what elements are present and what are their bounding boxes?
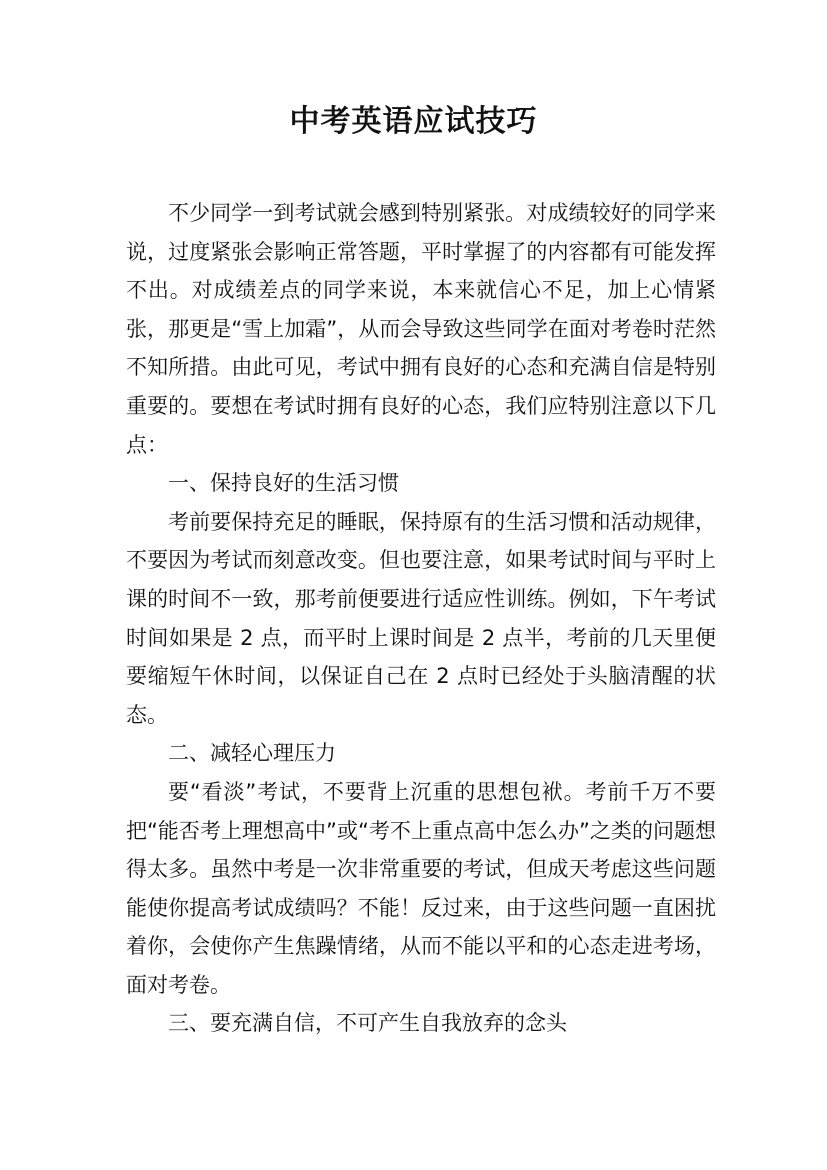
intro-paragraph: 不少同学一到考试就会感到特别紧张。对成绩较好的同学来说，过度紧张会影响正常答题，平时掌握了的内容都有可能发挥不出。对成绩差点的同学来说，本来就信心不足，加上心情紧张，那更是“雪上加霜”，从而会导致这些同学在面对考卷时茫然不知所措。由此可见，考试中拥有良好的心态和充满自信是特别重要的。要想在考试时拥有良好的心态，我们应特别注意以下几点： [126, 201, 716, 457]
section-2-paragraph: 要“看淡”考试，不要背上沉重的思想包袱。考前千万不要把“能否考上理想高中”或“考不上重点高中怎么办”之类的问题想得太多。虽然中考是一次非常重要的考试，但成天考虑这些问题能使你提高考试成绩吗？不能！反过来，由于这些问题一直困扰着你，会使你产生焦躁情绪，从而不能以平和的心态走进考场，面对考卷。 [126, 779, 716, 997]
section-heading-3: 三、要充满自信，不可产生自我放弃的念头 [168, 1011, 567, 1036]
document-body [126, 194, 716, 1043]
section-heading-2: 二、减轻心理压力 [168, 741, 336, 766]
section-1-paragraph: 考前要保持充足的睡眠，保持原有的生活习惯和活动规律，不要因为考试而刻意改变。但也要注意，如果考试时间与平时上课的时间不一致，那考前便要进行适应性训练。例如，下午考试时间如果是 2 点，而平时上课时间是 2 点半，考前的几天里便要缩短午休时间，以保证自己在 2 点时已经处于头脑清醒的状态。 [126, 509, 716, 727]
document-title: 中考英语应试技巧 [289, 104, 538, 139]
section-heading-1: 一、保持良好的生活习惯 [168, 471, 399, 496]
